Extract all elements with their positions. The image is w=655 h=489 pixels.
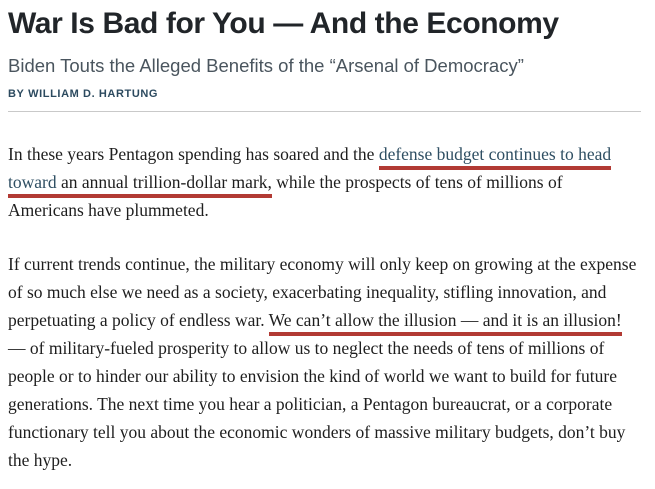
paragraph-2	[8, 250, 641, 474]
article-subtitle: Biden Touts the Alleged Benefits of the “Arsenal of Democracy”	[8, 55, 524, 76]
text-segment: while the prospects of tens of millions of Americans have plummeted.	[8, 172, 563, 220]
text-segment: In these years Pentagon spending has soared and the	[8, 144, 379, 164]
link-defense-budget[interactable]: defense budget continues to head toward	[8, 144, 611, 198]
article-body	[8, 140, 641, 474]
byline	[8, 87, 641, 101]
paragraph-1	[8, 140, 641, 224]
text-segment: If current trends continue, the military economy will only keep on growing at the expense of so much else we need as a society, exacerbating inequality, stifling innovation, and perpetuating a policy of endless war.	[8, 254, 637, 330]
byline-prefix: BY	[8, 88, 25, 100]
annotated-text-segment: We can’t allow the illusion — and it is an illusion!	[269, 310, 622, 336]
article-header	[8, 6, 641, 101]
byline-author-link[interactable]: WILLIAM D. HARTUNG	[28, 88, 159, 100]
divider	[8, 111, 641, 112]
annotated-text-segment: an annual trillion-dollar mark,	[57, 172, 272, 198]
article-title: War Is Bad for You — And the Economy	[8, 7, 559, 40]
text-segment: — of military-fueled prosperity to allow us to neglect the needs of tens of millions of people or to hinder our ability to envision the kind of world we want to build for future generations. The next time you hear a politician, a Pentagon bureaucrat, or a corporate functionary tell you about the economic wonders of massive military budgets, don’t buy the hype.	[8, 338, 626, 470]
